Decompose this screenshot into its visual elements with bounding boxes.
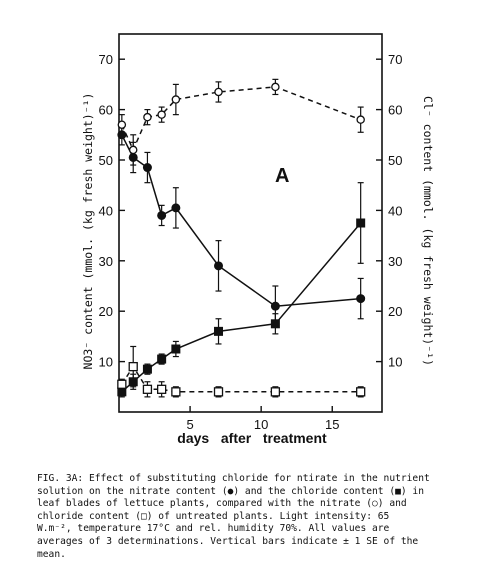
x-tick-label: 10: [253, 417, 269, 432]
data-point-open-circle: [144, 114, 151, 121]
error-bars: [119, 79, 364, 397]
data-point-open-circle: [172, 96, 179, 103]
data-point-open-square: [118, 380, 126, 388]
x-axis-label: days after treatment: [177, 430, 327, 446]
y-tick-label-left: 50: [98, 153, 113, 168]
data-point-open-circle: [130, 146, 137, 153]
data-point-filled-square: [171, 345, 180, 354]
y-tick-label-right: 60: [388, 102, 403, 118]
data-point-filled-square: [214, 327, 223, 336]
data-point-open-circle: [118, 121, 125, 128]
y-tick-label-right: 40: [388, 203, 403, 219]
y-tick-label-left: 30: [98, 253, 113, 269]
y-tick-label-right: 10: [388, 354, 403, 370]
data-point-open-square: [271, 388, 279, 396]
data-point-filled-square: [143, 365, 152, 374]
data-point-filled-circle: [143, 164, 151, 172]
data-point-filled-circle: [357, 295, 365, 303]
data-point-open-square: [172, 388, 180, 396]
data-point-filled-circle: [172, 204, 180, 212]
data-point-open-square: [129, 363, 137, 371]
series-lines: [122, 87, 361, 392]
y-tick-label-right: 70: [388, 52, 403, 68]
data-point-open-circle: [158, 111, 165, 118]
series-line-3: [122, 223, 361, 392]
data-point-open-square: [158, 385, 166, 393]
data-point-open-square: [357, 388, 365, 396]
y-tick-label-left: 20: [98, 304, 113, 320]
series-line-2: [122, 87, 361, 150]
data-point-filled-circle: [129, 153, 137, 161]
data-point-filled-circle: [158, 211, 166, 219]
data-point-open-circle: [357, 116, 364, 123]
data-point-open-square: [143, 385, 151, 393]
y-tick-label-left: 40: [98, 203, 113, 219]
y-tick-label-right: 30: [388, 253, 403, 269]
data-point-filled-square: [129, 377, 138, 386]
data-point-filled-square: [271, 319, 280, 328]
data-point-filled-circle: [118, 131, 126, 139]
y-axis-label-right: Cl⁻ content (mmol. (kg fresh weight)⁻¹): [421, 95, 435, 367]
y-tick-label-left: 10: [98, 354, 113, 370]
y-tick-label-right: 20: [388, 304, 403, 320]
y-axis-label-left: NO3⁻ content (mmol. (kg fresh weight)⁻¹): [81, 92, 95, 370]
x-tick-label: 5: [186, 417, 194, 432]
y-tick-label-left: 70: [98, 52, 113, 68]
y-tick-label-left: 60: [98, 102, 113, 118]
data-point-open-circle: [272, 83, 279, 90]
panel-label: A: [275, 165, 290, 187]
series-line-1: [122, 135, 361, 306]
data-point-filled-circle: [271, 302, 279, 310]
data-point-filled-circle: [215, 262, 223, 270]
figure-caption: FIG. 3A: Effect of substituting chloride for ntirate in the nutrient solution on the nitrate content (●) and the chloride content (■) in leaf blades of lettuce plants, compared with the nitrate (○) and chloride content (□) of untreated plants. Light intensity: 65 W.m⁻², temperature 17°C and rel. humidity 70%. All values are averages of 3 determinations. Vertical bars indicate ± 1 SE of the mean.: [37, 473, 430, 560]
data-point-open-square: [215, 388, 223, 396]
x-tick-label: 15: [325, 417, 340, 432]
data-point-open-circle: [215, 88, 222, 95]
data-markers: [117, 83, 365, 396]
axis-ticks: [99, 52, 403, 432]
data-point-filled-square: [356, 219, 365, 228]
y-tick-label-right: 50: [388, 153, 403, 168]
data-point-filled-square: [157, 355, 166, 364]
